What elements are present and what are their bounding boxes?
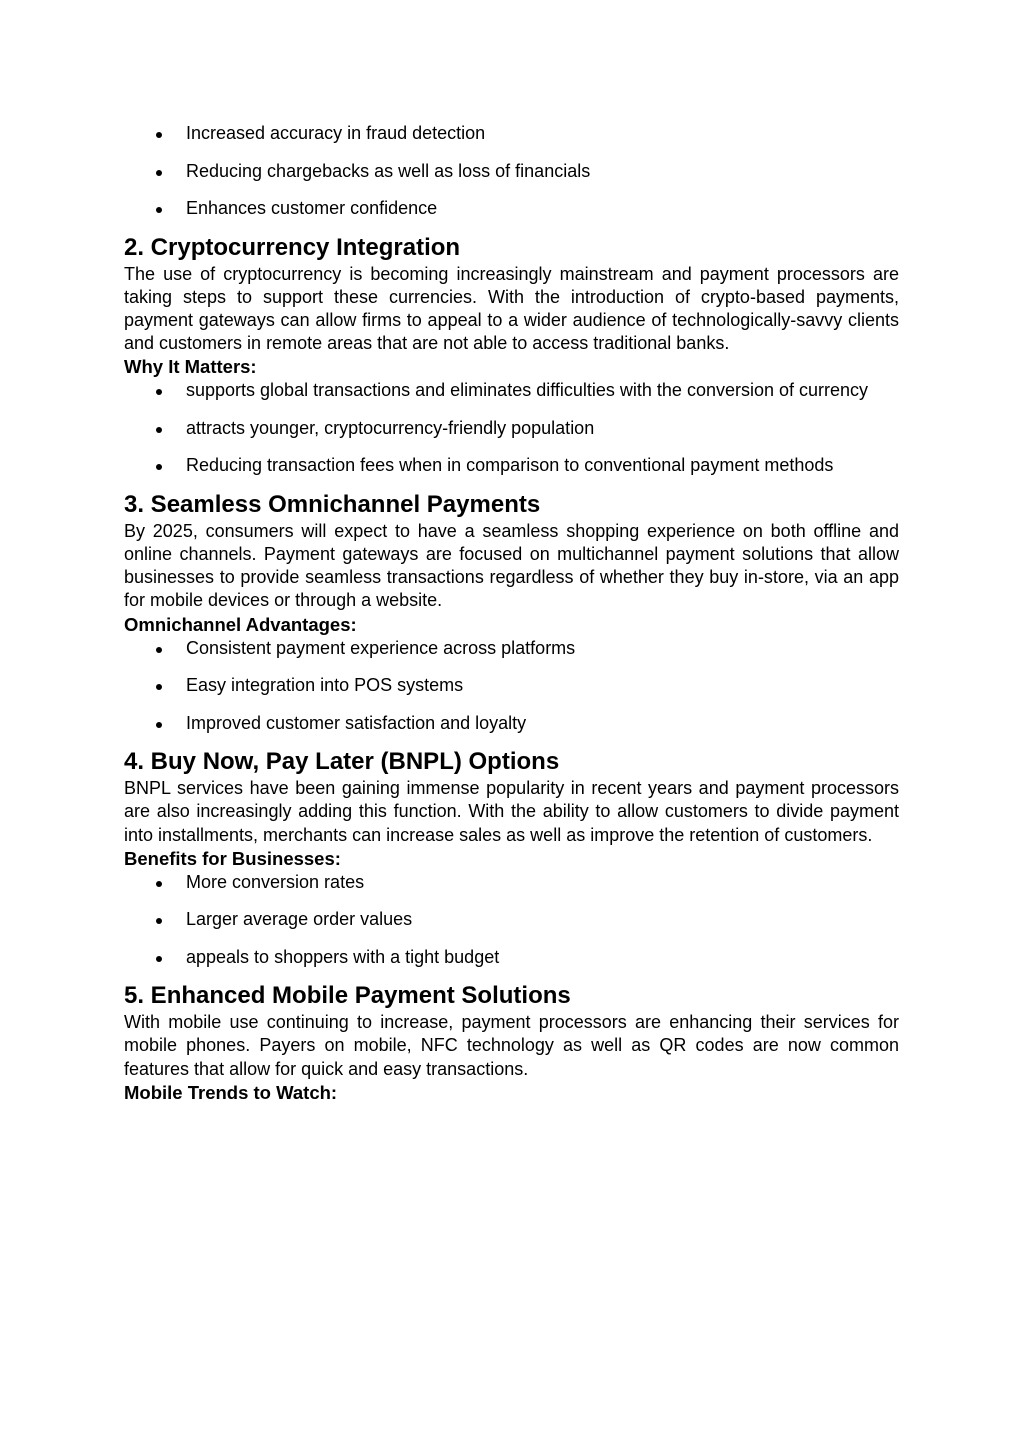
list-item bbox=[124, 871, 899, 895]
list-item bbox=[124, 160, 899, 184]
bullet-icon bbox=[156, 918, 162, 924]
list-item-text: Reducing transaction fees when in comparison to conventional payment methods bbox=[186, 455, 834, 476]
bullet-icon bbox=[156, 389, 162, 395]
list-item-text: attracts younger, cryptocurrency-friendly population bbox=[186, 417, 595, 438]
subheading-omnichannel-advantages: Omnichannel Advantages: bbox=[124, 613, 357, 635]
bullet-icon bbox=[156, 207, 162, 213]
bullet-icon bbox=[156, 427, 162, 433]
subheading-why-it-matters: Why It Matters: bbox=[124, 356, 257, 378]
list-item-text: Increased accuracy in fraud detection bbox=[186, 123, 486, 143]
bnpl-bullet-list bbox=[124, 871, 899, 970]
bullet-icon bbox=[156, 956, 162, 962]
bullet-icon bbox=[156, 170, 162, 176]
section-body-mobile: With mobile use continuing to increase, payment processors are enhancing their services for mobile phones. Payers on mobile, NFC technology as well as QR codes are now common features that allow for quick and easy transactions. bbox=[124, 1012, 899, 1079]
bullet-icon bbox=[156, 132, 162, 138]
section-body-omnichannel: By 2025, consumers will expect to have a seamless shopping experience on both offline and online channels. Payment gateways are focused on multichannel payment solutions that allow businesses to provide seamless transactions regardless of whether they buy in-store, via an app for mobile devices or through a website. bbox=[124, 520, 899, 611]
bullet-icon bbox=[156, 647, 162, 653]
list-item bbox=[124, 908, 899, 932]
omnichannel-bullet-list bbox=[124, 637, 899, 736]
list-item bbox=[124, 197, 899, 221]
list-item-text: appeals to shoppers with a tight budget bbox=[186, 946, 500, 967]
list-item bbox=[124, 712, 899, 736]
bullet-icon bbox=[156, 722, 162, 728]
list-item bbox=[124, 417, 899, 441]
section-heading-mobile: 5. Enhanced Mobile Payment Solutions bbox=[124, 982, 571, 1010]
list-item bbox=[124, 674, 899, 698]
document-page bbox=[124, 122, 899, 1105]
intro-bullet-list bbox=[124, 122, 899, 221]
list-item-text: Enhances customer confidence bbox=[186, 198, 438, 218]
subheading-mobile-trends: Mobile Trends to Watch: bbox=[124, 1081, 338, 1103]
list-item-text: Larger average order values bbox=[186, 909, 413, 930]
list-item-text: Reducing chargebacks as well as loss of financials bbox=[186, 160, 591, 181]
list-item-text: Consistent payment experience across platforms bbox=[186, 637, 576, 658]
section-heading-crypto: 2. Cryptocurrency Integration bbox=[124, 233, 461, 261]
bullet-icon bbox=[156, 881, 162, 887]
list-item bbox=[124, 637, 899, 661]
section-body-crypto: The use of cryptocurrency is becoming increasingly mainstream and payment processors are taking steps to support these currencies. With the introduction of crypto-based payments, payment gateways can allow firms to appeal to a wider audience of technologically-savvy clients and customers in remote areas that are not able to access traditional banks. bbox=[124, 263, 899, 354]
list-item-text: Improved customer satisfaction and loyalty bbox=[186, 712, 527, 733]
list-item bbox=[124, 454, 899, 478]
list-item bbox=[124, 946, 899, 970]
list-item-text: Easy integration into POS systems bbox=[186, 675, 464, 696]
crypto-bullet-list bbox=[124, 379, 899, 478]
list-item bbox=[124, 379, 899, 403]
list-item-text: supports global transactions and eliminates difficulties with the conversion of currency bbox=[186, 380, 869, 401]
section-heading-omnichannel: 3. Seamless Omnichannel Payments bbox=[124, 490, 541, 518]
bullet-icon bbox=[156, 684, 162, 690]
section-body-bnpl: BNPL services have been gaining immense popularity in recent years and payment processors are also increasingly adding this function. With the ability to allow customers to divide payment into installments, merchants can increase sales as well as improve the retention of customers. bbox=[124, 778, 899, 845]
section-heading-bnpl: 4. Buy Now, Pay Later (BNPL) Options bbox=[124, 748, 560, 776]
list-item bbox=[124, 122, 899, 146]
subheading-benefits-for-businesses: Benefits for Businesses: bbox=[124, 847, 341, 869]
bullet-icon bbox=[156, 464, 162, 470]
list-item-text: More conversion rates bbox=[186, 871, 365, 892]
